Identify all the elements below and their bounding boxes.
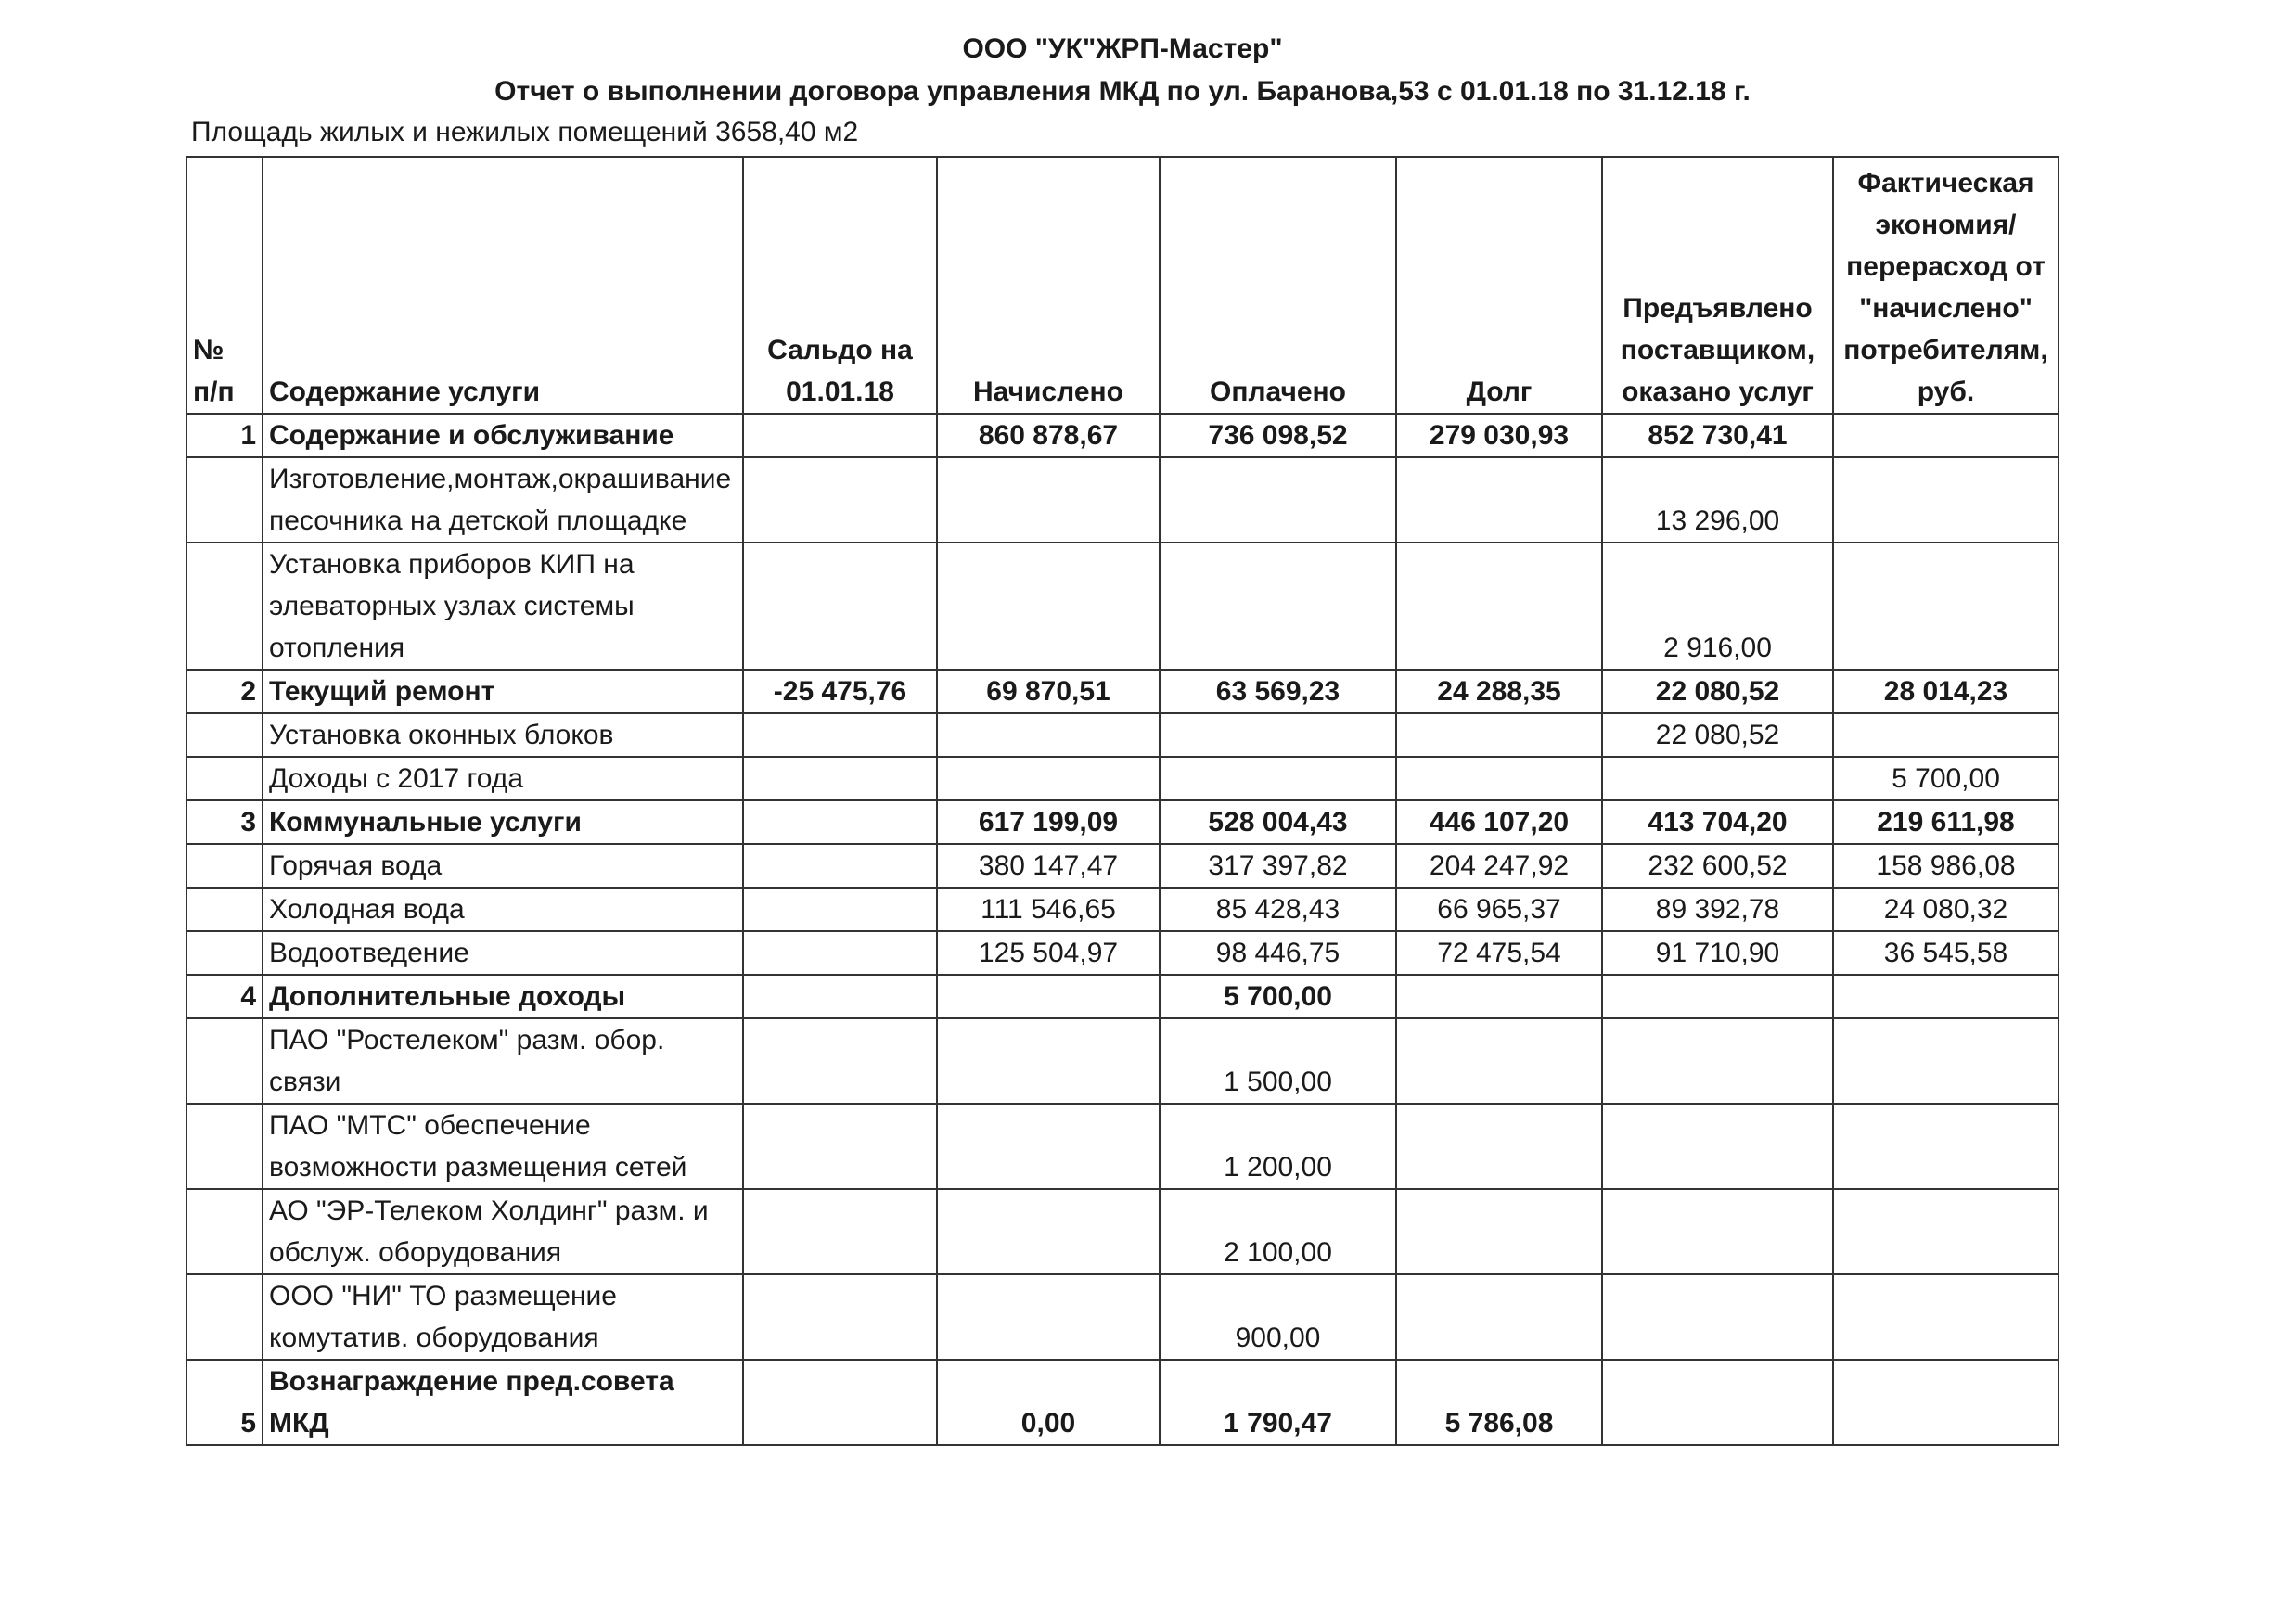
table-row — [186, 1018, 2059, 1104]
table-row — [186, 457, 2059, 543]
table-row — [186, 1274, 2059, 1360]
saldo-value — [743, 1360, 937, 1445]
economy-value: 5 700,00 — [1833, 757, 2059, 800]
accrued-value — [937, 457, 1160, 543]
table-header-row — [186, 157, 2059, 414]
debt-value — [1396, 1274, 1602, 1360]
service-name: Установка приборов КИП на элеваторных узлах системы отопления — [263, 543, 743, 670]
table-row — [186, 757, 2059, 800]
saldo-value — [743, 1018, 937, 1104]
debt-value — [1396, 757, 1602, 800]
paid-value: 85 428,43 — [1160, 888, 1396, 931]
service-name: Горячая вода — [263, 844, 743, 888]
supplier-value: 413 704,20 — [1602, 800, 1833, 844]
paid-value: 1 790,47 — [1160, 1360, 1396, 1445]
paid-value: 317 397,82 — [1160, 844, 1396, 888]
paid-value: 528 004,43 — [1160, 800, 1396, 844]
row-num — [186, 844, 263, 888]
saldo-value — [743, 1104, 937, 1189]
row-num — [186, 1274, 263, 1360]
debt-value: 446 107,20 — [1396, 800, 1602, 844]
row-num — [186, 457, 263, 543]
supplier-value: 232 600,52 — [1602, 844, 1833, 888]
table-row — [186, 713, 2059, 757]
accrued-value — [937, 1018, 1160, 1104]
service-name: Установка оконных блоков — [263, 713, 743, 757]
area-info: Площадь жилых и нежилых помещений 3658,40 м2 — [191, 117, 859, 147]
saldo-value — [743, 844, 937, 888]
supplier-value — [1602, 1104, 1833, 1189]
accrued-value: 860 878,67 — [937, 414, 1160, 457]
row-num — [186, 1104, 263, 1189]
col-header-saldo: Сальдо на 01.01.18 — [743, 157, 937, 414]
paid-value: 1 500,00 — [1160, 1018, 1396, 1104]
accrued-value: 380 147,47 — [937, 844, 1160, 888]
debt-value — [1396, 1018, 1602, 1104]
saldo-value — [743, 457, 937, 543]
accrued-value — [937, 1274, 1160, 1360]
row-num: 1 — [186, 414, 263, 457]
saldo-value — [743, 757, 937, 800]
paid-value — [1160, 457, 1396, 543]
row-num — [186, 1018, 263, 1104]
table-row — [186, 543, 2059, 670]
company-name: ООО "УК"ЖРП-Мастер" — [962, 33, 1283, 64]
service-name: Коммунальные услуги — [263, 800, 743, 844]
row-num — [186, 543, 263, 670]
service-name: ПАО "МТС" обеспечение возможности размещения сетей — [263, 1104, 743, 1189]
row-num: 2 — [186, 670, 263, 713]
table-row — [186, 414, 2059, 457]
service-name: Водоотведение — [263, 931, 743, 975]
economy-value — [1833, 414, 2059, 457]
supplier-value: 89 392,78 — [1602, 888, 1833, 931]
accrued-value: 111 546,65 — [937, 888, 1160, 931]
accrued-value — [937, 1189, 1160, 1274]
row-num — [186, 713, 263, 757]
table-row — [186, 844, 2059, 888]
debt-value — [1396, 543, 1602, 670]
report-table — [186, 156, 2059, 1446]
service-name: Доходы с 2017 года — [263, 757, 743, 800]
row-num — [186, 757, 263, 800]
supplier-value: 91 710,90 — [1602, 931, 1833, 975]
paid-value: 63 569,23 — [1160, 670, 1396, 713]
economy-value — [1833, 1360, 2059, 1445]
saldo-value — [743, 931, 937, 975]
service-name: Вознаграждение пред.совета МКД — [263, 1360, 743, 1445]
saldo-value — [743, 1189, 937, 1274]
economy-value: 28 014,23 — [1833, 670, 2059, 713]
saldo-value — [743, 414, 937, 457]
service-name: ООО "НИ" ТО размещение комутатив. оборудования — [263, 1274, 743, 1360]
service-name: Содержание и обслуживание — [263, 414, 743, 457]
row-num — [186, 888, 263, 931]
supplier-value — [1602, 1360, 1833, 1445]
economy-value — [1833, 457, 2059, 543]
debt-value — [1396, 1104, 1602, 1189]
col-header-supplier: Предъявлено поставщиком, оказано услуг — [1602, 157, 1833, 414]
saldo-value — [743, 543, 937, 670]
supplier-value: 852 730,41 — [1602, 414, 1833, 457]
accrued-value: 125 504,97 — [937, 931, 1160, 975]
saldo-value — [743, 800, 937, 844]
debt-value — [1396, 1189, 1602, 1274]
supplier-value: 2 916,00 — [1602, 543, 1833, 670]
accrued-value: 617 199,09 — [937, 800, 1160, 844]
accrued-value — [937, 757, 1160, 800]
col-header-economy: Фактическая экономия/перерасход от "начислено" потребителям, руб. — [1833, 157, 2059, 414]
supplier-value: 22 080,52 — [1602, 713, 1833, 757]
economy-value — [1833, 543, 2059, 670]
paid-value: 98 446,75 — [1160, 931, 1396, 975]
economy-value — [1833, 713, 2059, 757]
debt-value — [1396, 713, 1602, 757]
service-name: ПАО "Ростелеком" разм. обор. связи — [263, 1018, 743, 1104]
service-name: Дополнительные доходы — [263, 975, 743, 1018]
accrued-value: 69 870,51 — [937, 670, 1160, 713]
saldo-value — [743, 1274, 937, 1360]
accrued-value — [937, 1104, 1160, 1189]
debt-value — [1396, 975, 1602, 1018]
saldo-value — [743, 975, 937, 1018]
supplier-value — [1602, 757, 1833, 800]
table-row — [186, 670, 2059, 713]
table-row — [186, 1360, 2059, 1445]
row-num — [186, 931, 263, 975]
table-row — [186, 975, 2059, 1018]
economy-value: 36 545,58 — [1833, 931, 2059, 975]
economy-value — [1833, 975, 2059, 1018]
col-header-service: Содержание услуги — [263, 157, 743, 414]
service-name: Холодная вода — [263, 888, 743, 931]
debt-value: 24 288,35 — [1396, 670, 1602, 713]
economy-value: 158 986,08 — [1833, 844, 2059, 888]
paid-value — [1160, 757, 1396, 800]
supplier-value: 22 080,52 — [1602, 670, 1833, 713]
row-num — [186, 1189, 263, 1274]
row-num: 4 — [186, 975, 263, 1018]
paid-value: 1 200,00 — [1160, 1104, 1396, 1189]
supplier-value — [1602, 975, 1833, 1018]
paid-value — [1160, 713, 1396, 757]
supplier-value — [1602, 1018, 1833, 1104]
accrued-value — [937, 975, 1160, 1018]
table-row — [186, 800, 2059, 844]
col-header-accrued: Начислено — [937, 157, 1160, 414]
economy-value — [1833, 1189, 2059, 1274]
debt-value: 72 475,54 — [1396, 931, 1602, 975]
row-num: 5 — [186, 1360, 263, 1445]
table-row — [186, 1104, 2059, 1189]
col-header-num: № п/п — [186, 157, 263, 414]
saldo-value — [743, 888, 937, 931]
supplier-value — [1602, 1189, 1833, 1274]
debt-value: 204 247,92 — [1396, 844, 1602, 888]
col-header-debt: Долг — [1396, 157, 1602, 414]
accrued-value: 0,00 — [937, 1360, 1160, 1445]
paid-value: 5 700,00 — [1160, 975, 1396, 1018]
paid-value: 2 100,00 — [1160, 1189, 1396, 1274]
service-name: Изготовление,монтаж,окрашивание песочника на детской площадке — [263, 457, 743, 543]
accrued-value — [937, 713, 1160, 757]
paid-value — [1160, 543, 1396, 670]
economy-value — [1833, 1018, 2059, 1104]
debt-value: 66 965,37 — [1396, 888, 1602, 931]
debt-value: 279 030,93 — [1396, 414, 1602, 457]
saldo-value: -25 475,76 — [743, 670, 937, 713]
table-row — [186, 1189, 2059, 1274]
accrued-value — [937, 543, 1160, 670]
debt-value — [1396, 457, 1602, 543]
table-row — [186, 931, 2059, 975]
service-name: Текущий ремонт — [263, 670, 743, 713]
table-body — [186, 414, 2059, 1445]
economy-value: 24 080,32 — [1833, 888, 2059, 931]
supplier-value: 13 296,00 — [1602, 457, 1833, 543]
saldo-value — [743, 713, 937, 757]
report-title: Отчет о выполнении договора управления МКД по ул. Баранова,53 с 01.01.18 по 31.12.18 г. — [494, 76, 1751, 107]
col-header-paid: Оплачено — [1160, 157, 1396, 414]
economy-value — [1833, 1274, 2059, 1360]
economy-value: 219 611,98 — [1833, 800, 2059, 844]
row-num: 3 — [186, 800, 263, 844]
paid-value: 900,00 — [1160, 1274, 1396, 1360]
service-name: АО "ЭР-Телеком Холдинг" разм. и обслуж. оборудования — [263, 1189, 743, 1274]
economy-value — [1833, 1104, 2059, 1189]
supplier-value — [1602, 1274, 1833, 1360]
paid-value: 736 098,52 — [1160, 414, 1396, 457]
table-row — [186, 888, 2059, 931]
debt-value: 5 786,08 — [1396, 1360, 1602, 1445]
